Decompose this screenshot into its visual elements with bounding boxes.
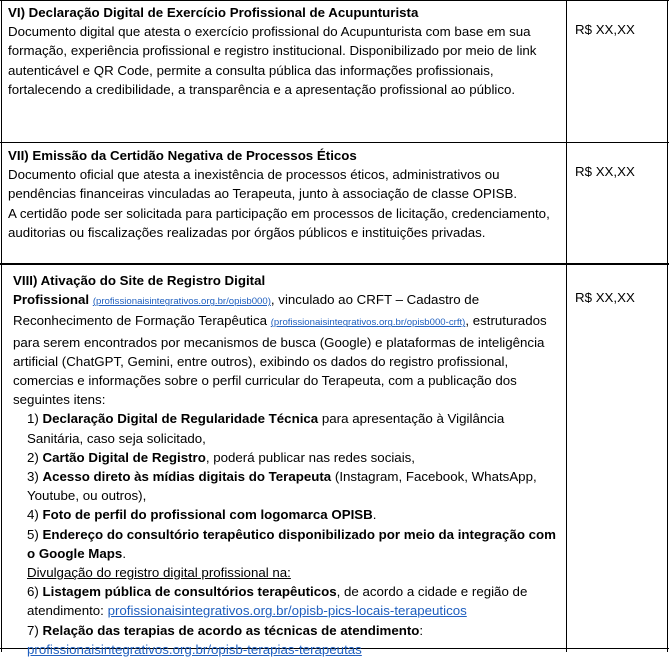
item-number: 4) [27, 507, 39, 523]
service-title-cont: Profissional [13, 292, 90, 308]
crft-link[interactable]: (profissionaisintegrativos.org.br/opisb000-crft) [270, 317, 466, 329]
service-title: VII) Emissão da Certidão Negativa de Processos Éticos [8, 148, 357, 163]
service-title: VI) Declaração Digital de Exercício Profissional de Acupunturista [8, 5, 419, 20]
terapias-terapeutas-link[interactable]: profissionaisintegrativos.org.br/opisb-terapias-terapeutas [27, 641, 362, 657]
list-item [13, 525, 561, 563]
item-text: . [122, 545, 127, 561]
item-text: para apresentação à Vigilância Sanitária, caso seja solicitado, [27, 411, 505, 446]
item-number: 5) [27, 526, 39, 542]
table-border-left [1, 0, 2, 652]
service-price: R$ XX,XX [575, 290, 635, 305]
item-text: : [419, 622, 424, 638]
intro-text: , vinculado ao CRFT – Cadastro de Reconhecimento de Formação Terapêutica [13, 292, 480, 329]
service-description-viii [13, 271, 561, 659]
item-number: 6) [27, 584, 39, 600]
item-bold: Foto de perfil do profissional com logomarca OPISB [42, 507, 373, 523]
list-item [13, 505, 561, 524]
divulgacao-heading: Divulgação do registro digital profissional na: [27, 565, 291, 581]
registry-link[interactable]: (profissionaisintegrativos.org.br/opisb000) [92, 296, 271, 308]
item-number: 3) [27, 469, 39, 485]
list-item [13, 467, 561, 505]
row-divider [0, 0, 669, 1]
item-text: , poderá publicar nas redes sociais, [205, 449, 416, 465]
item-number: 1) [27, 411, 39, 427]
list-item [13, 582, 561, 620]
item-bold: Declaração Digital de Regularidade Técnica [42, 411, 319, 427]
service-body: Documento oficial que atesta a inexistência de processos éticos, administrativos ou pendências financeiras vinculadas ao Terapeuta, junto à associação de classe OPISB. [8, 167, 518, 202]
service-body: Documento digital que atesta o exercício profissional do Acupunturista com base em sua formação, experiência profissional e registro institucional. Disponibilizado por meio de link autenticável e QR Code, permite a consulta pública das informações profissionais, fortalecendo a credibilidade, a transparência e a apresentação profissional ao público. [8, 24, 537, 97]
column-divider [566, 0, 567, 652]
service-price: R$ XX,XX [575, 164, 635, 179]
service-title: VIII) Ativação do Site de Registro Digital [13, 273, 266, 288]
intro-text: , estruturados para serem encontrados por mecanismos de busca (Google) e plataformas de inteligência artificial (ChatGPT, Gemini, entre outros), exibindo os dados do registro profissional, comercias e informações sobre o perfil curricular do Terapeuta, com a publicação dos seguintes itens: [13, 313, 547, 408]
list-item [13, 448, 561, 467]
table-border-right [667, 0, 668, 652]
list-item [13, 409, 561, 447]
service-description-vii [8, 146, 560, 242]
item-number: 7) [27, 622, 39, 638]
locais-terapeuticos-link[interactable]: profissionaisintegrativos.org.br/opisb-pics-locais-terapeuticos [107, 603, 467, 619]
row-divider [0, 263, 669, 265]
service-body: A certidão pode ser solicitada para participação em processos de licitação, credenciamento, auditorias ou fiscalizações realizadas por órgãos públicos e instituições privadas. [8, 205, 550, 240]
row-divider [0, 142, 669, 143]
service-description-vi [8, 3, 560, 99]
service-intro [13, 290, 561, 409]
item-bold: Acesso direto às mídias digitais do Terapeuta [42, 469, 332, 485]
item-text: . [372, 507, 377, 523]
item-text: (Instagram, Facebook, WhatsApp, Youtube, ou outros), [27, 469, 537, 504]
list-item [13, 621, 561, 659]
item-bold: Cartão Digital de Registro [42, 449, 206, 465]
item-bold: Endereço do consultório terapêutico disponibilizado por meio da integração com o Google Maps [27, 526, 557, 561]
item-text: , de acordo a cidade e região de atendimento: [27, 584, 528, 619]
item-bold: Relação das terapias de acordo as técnicas de atendimento [42, 622, 420, 638]
service-price: R$ XX,XX [575, 22, 635, 37]
item-bold: Listagem pública de consultórios terapêuticos [42, 584, 337, 600]
item-number: 2) [27, 449, 39, 465]
